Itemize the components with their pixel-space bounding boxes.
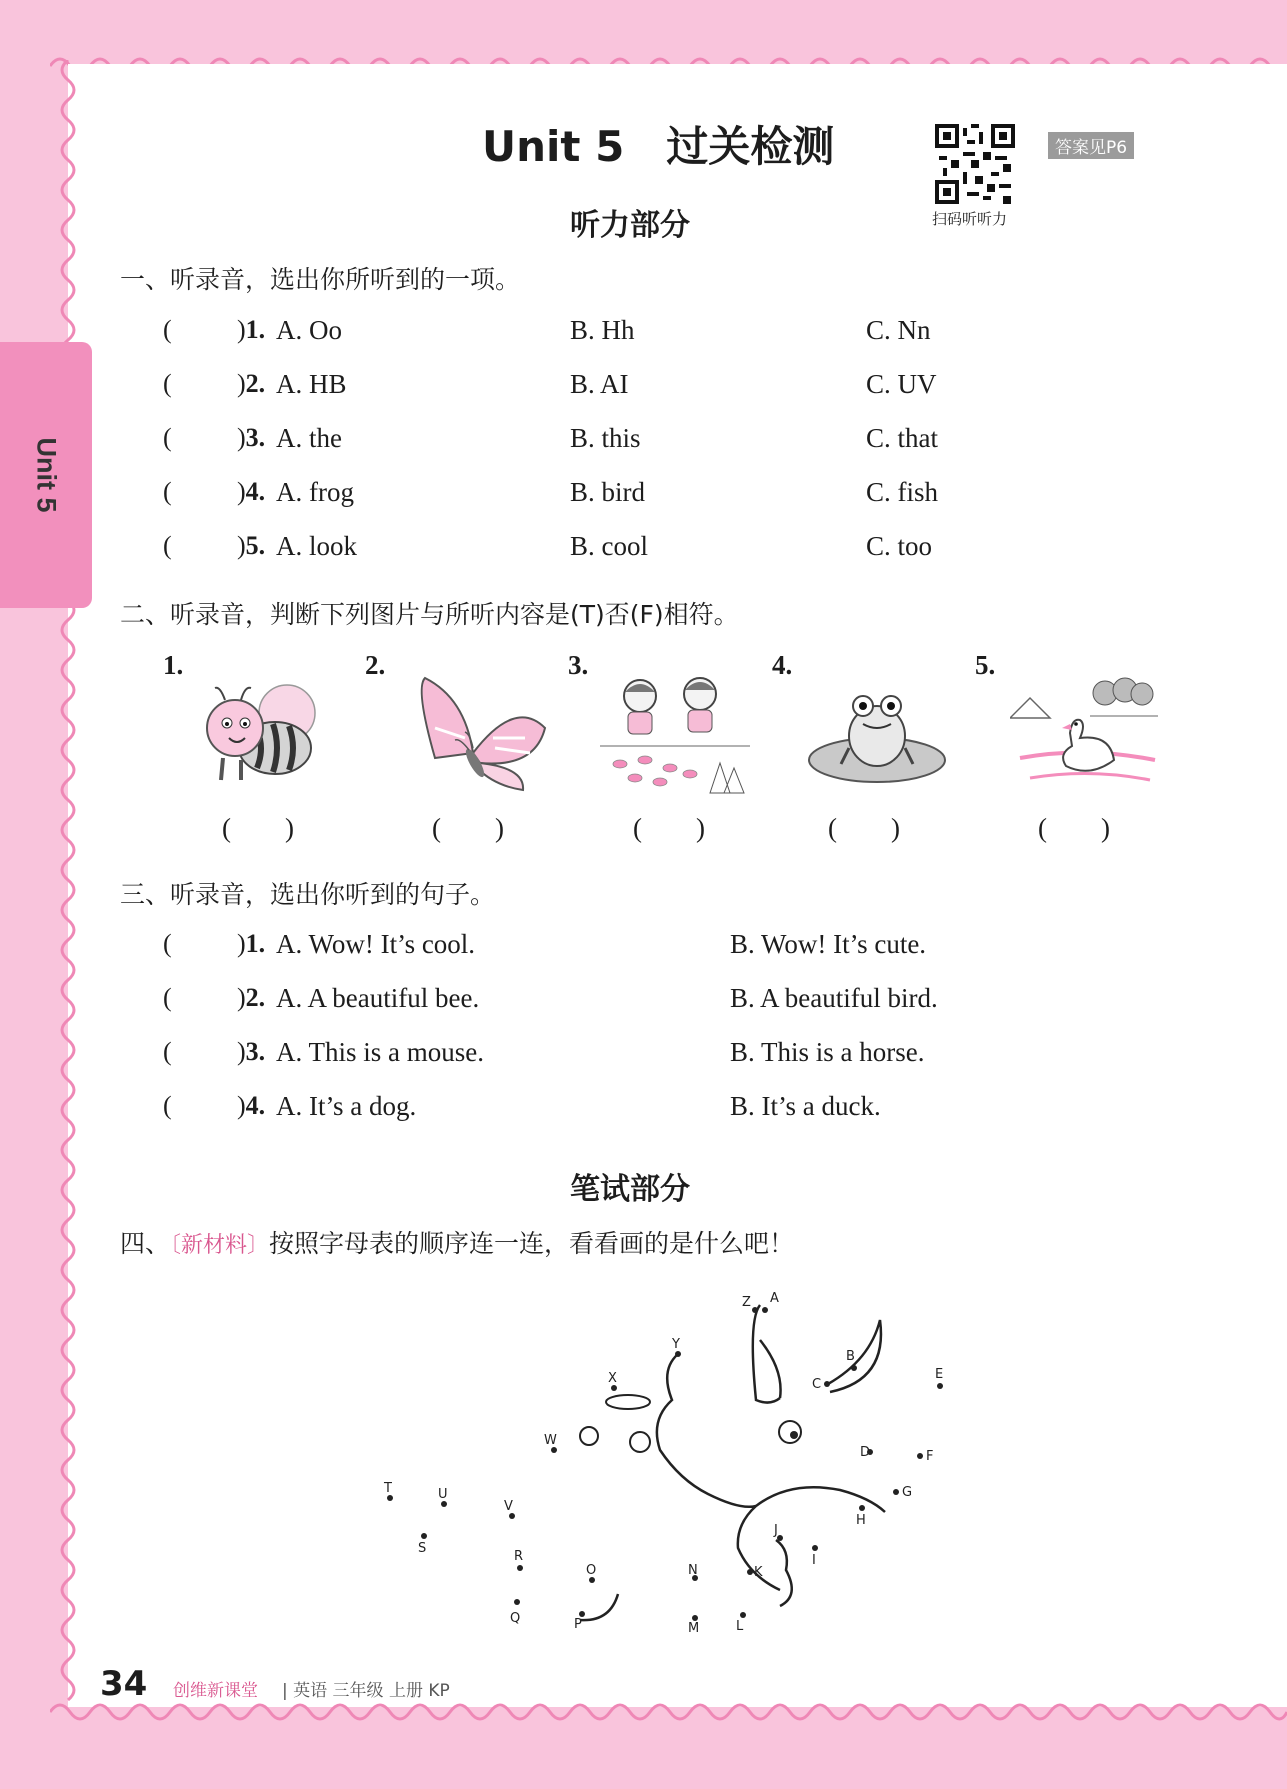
dot-letter: F	[926, 1449, 934, 1464]
question-row	[0, 929, 1287, 969]
section1-heading: 一、听录音，选出你所听到的一项。	[120, 265, 521, 294]
dot-letter: O	[586, 1563, 597, 1578]
picture-number: 1.	[163, 650, 184, 680]
question-row	[0, 1037, 1287, 1077]
option-a: A. Wow! It’s cool.	[276, 929, 476, 959]
option-b: B. This is a horse.	[730, 1037, 925, 1067]
question-row	[0, 531, 1287, 571]
option-c: C. fish	[866, 477, 939, 507]
dot-letter: Z	[742, 1295, 751, 1310]
picture-answer-paren[interactable]: ( )	[222, 813, 294, 843]
dot-letter: T	[384, 1481, 392, 1496]
picture-answer-paren[interactable]: ( )	[828, 813, 900, 843]
question-number: 3.	[245, 1037, 266, 1066]
page-number: 34	[100, 1664, 148, 1704]
section4-text: 按照字母表的顺序连一连，看看画的是什么吧！	[269, 1229, 795, 1258]
bee-icon	[195, 668, 345, 798]
picture-number: 3.	[568, 650, 589, 680]
dot-letter: H	[856, 1513, 866, 1528]
dot-letter: X	[608, 1371, 617, 1386]
dot-letter: J	[774, 1523, 778, 1538]
dot-letter: Q	[510, 1611, 521, 1626]
question-number: 1.	[245, 315, 266, 344]
option-a: A. the	[276, 423, 342, 453]
answer-paren-open[interactable]: (	[163, 983, 172, 1012]
question-row	[0, 1091, 1287, 1131]
dot-letter: B	[846, 1349, 855, 1364]
dot-letter: E	[935, 1367, 944, 1382]
answer-paren-open[interactable]: (	[163, 423, 172, 452]
picture-answer-paren[interactable]: ( )	[633, 813, 705, 843]
option-a: A. look	[276, 531, 357, 561]
section2-heading: 二、听录音，判断下列图片与所听内容是(T)否(F)相符。	[120, 600, 739, 629]
dot-letter: L	[736, 1619, 744, 1634]
wavy-border-left	[52, 60, 82, 1710]
picture-answer-paren[interactable]: ( )	[432, 813, 504, 843]
question-number: 3.	[245, 423, 266, 452]
option-b: B. this	[570, 423, 641, 453]
question-row	[0, 983, 1287, 1023]
qr-caption: 扫码听听力	[932, 210, 1008, 228]
picture-number: 5.	[975, 650, 996, 680]
option-c: C. too	[866, 531, 933, 561]
option-a: A. This is a mouse.	[276, 1037, 484, 1067]
option-a: A. Oo	[276, 315, 342, 345]
option-b: B. bird	[570, 477, 646, 507]
option-a: A. It’s a dog.	[276, 1091, 417, 1121]
dot-letter: R	[514, 1549, 524, 1564]
answer-paren-close: )4.	[237, 1091, 266, 1120]
question-number: 4.	[245, 477, 266, 506]
picture-number: 2.	[365, 650, 386, 680]
answer-paren-open[interactable]: (	[163, 1037, 172, 1066]
page-title: Unit 5 过关检测	[482, 122, 835, 171]
section3-heading: 三、听录音，选出你听到的句子。	[120, 880, 496, 909]
dot-letter: I	[812, 1553, 816, 1568]
dot-letter: K	[754, 1565, 763, 1580]
dot-letter: U	[438, 1487, 448, 1502]
footer-info: | 英语 三年级 上册 KP	[282, 1681, 450, 1701]
dot-letter: C	[812, 1377, 822, 1392]
answer-paren-close: )1.	[237, 315, 266, 344]
answer-paren-close: )3.	[237, 423, 266, 452]
qr-code-icon	[935, 124, 1015, 204]
question-number: 4.	[245, 1091, 266, 1120]
option-b: B. cool	[570, 531, 648, 561]
option-a: A. A beautiful bee.	[276, 983, 480, 1013]
rhino-dot-to-dot[interactable]	[360, 1280, 960, 1640]
option-c: C. that	[866, 423, 938, 453]
option-a: A. HB	[276, 369, 347, 399]
question-number: 1.	[245, 929, 266, 958]
question-row	[0, 477, 1287, 517]
answer-paren-close: )4.	[237, 477, 266, 506]
writing-part-title: 笔试部分	[570, 1172, 690, 1207]
question-number: 2.	[245, 369, 266, 398]
dot-letter: S	[418, 1541, 427, 1556]
footer-brand: 创维新课堂	[173, 1681, 258, 1701]
dot-letter: Y	[672, 1337, 680, 1352]
answer-paren-close: )1.	[237, 929, 266, 958]
listening-part-title: 听力部分	[570, 208, 690, 243]
answer-paren-open[interactable]: (	[163, 315, 172, 344]
dot-letter: P	[574, 1617, 582, 1632]
answer-paren-open[interactable]: (	[163, 929, 172, 958]
children-fish-icon	[600, 668, 750, 798]
answer-paren-open[interactable]: (	[163, 477, 172, 506]
option-b: B. A beautiful bird.	[730, 983, 938, 1013]
question-row	[0, 315, 1287, 355]
answer-paren-close: )2.	[237, 369, 266, 398]
answer-paren-close: )2.	[237, 983, 266, 1012]
answer-paren-close: )3.	[237, 1037, 266, 1066]
picture-answer-paren[interactable]: ( )	[1038, 813, 1110, 843]
dot-letter: M	[688, 1621, 700, 1636]
dot-letter: W	[544, 1433, 557, 1448]
option-a: A. frog	[276, 477, 354, 507]
dot-letter: G	[902, 1485, 913, 1500]
dot-letter: N	[688, 1563, 698, 1578]
question-number: 5.	[245, 531, 266, 560]
side-tab-label: Unit 5	[31, 437, 62, 513]
option-c: C. UV	[866, 369, 937, 399]
option-b: B. AI	[570, 369, 629, 399]
dot-letter: A	[770, 1291, 779, 1306]
frog-icon	[805, 668, 955, 798]
question-row	[0, 369, 1287, 409]
new-material-tag: 〔新材料〕	[170, 1233, 270, 1258]
section4-heading	[120, 1224, 794, 1260]
question-number: 2.	[245, 983, 266, 1012]
answer-paren-open[interactable]: (	[163, 1091, 172, 1120]
option-b: B. Wow! It’s cute.	[730, 929, 927, 959]
duck-icon	[1010, 668, 1160, 798]
picture-number: 4.	[772, 650, 793, 680]
answer-paren-open[interactable]: (	[163, 531, 172, 560]
dot-letter: V	[504, 1499, 513, 1514]
question-row	[0, 423, 1287, 463]
section4-prefix: 四、	[120, 1229, 171, 1258]
option-c: C. Nn	[866, 315, 931, 345]
option-b: B. It’s a duck.	[730, 1091, 881, 1121]
answer-paren-open[interactable]: (	[163, 369, 172, 398]
answer-paren-close: )5.	[237, 531, 266, 560]
answer-reference-badge: 答案见P6	[1048, 132, 1134, 159]
dot-letter: D	[860, 1445, 871, 1460]
option-b: B. Hh	[570, 315, 635, 345]
butterfly-icon	[405, 668, 555, 798]
